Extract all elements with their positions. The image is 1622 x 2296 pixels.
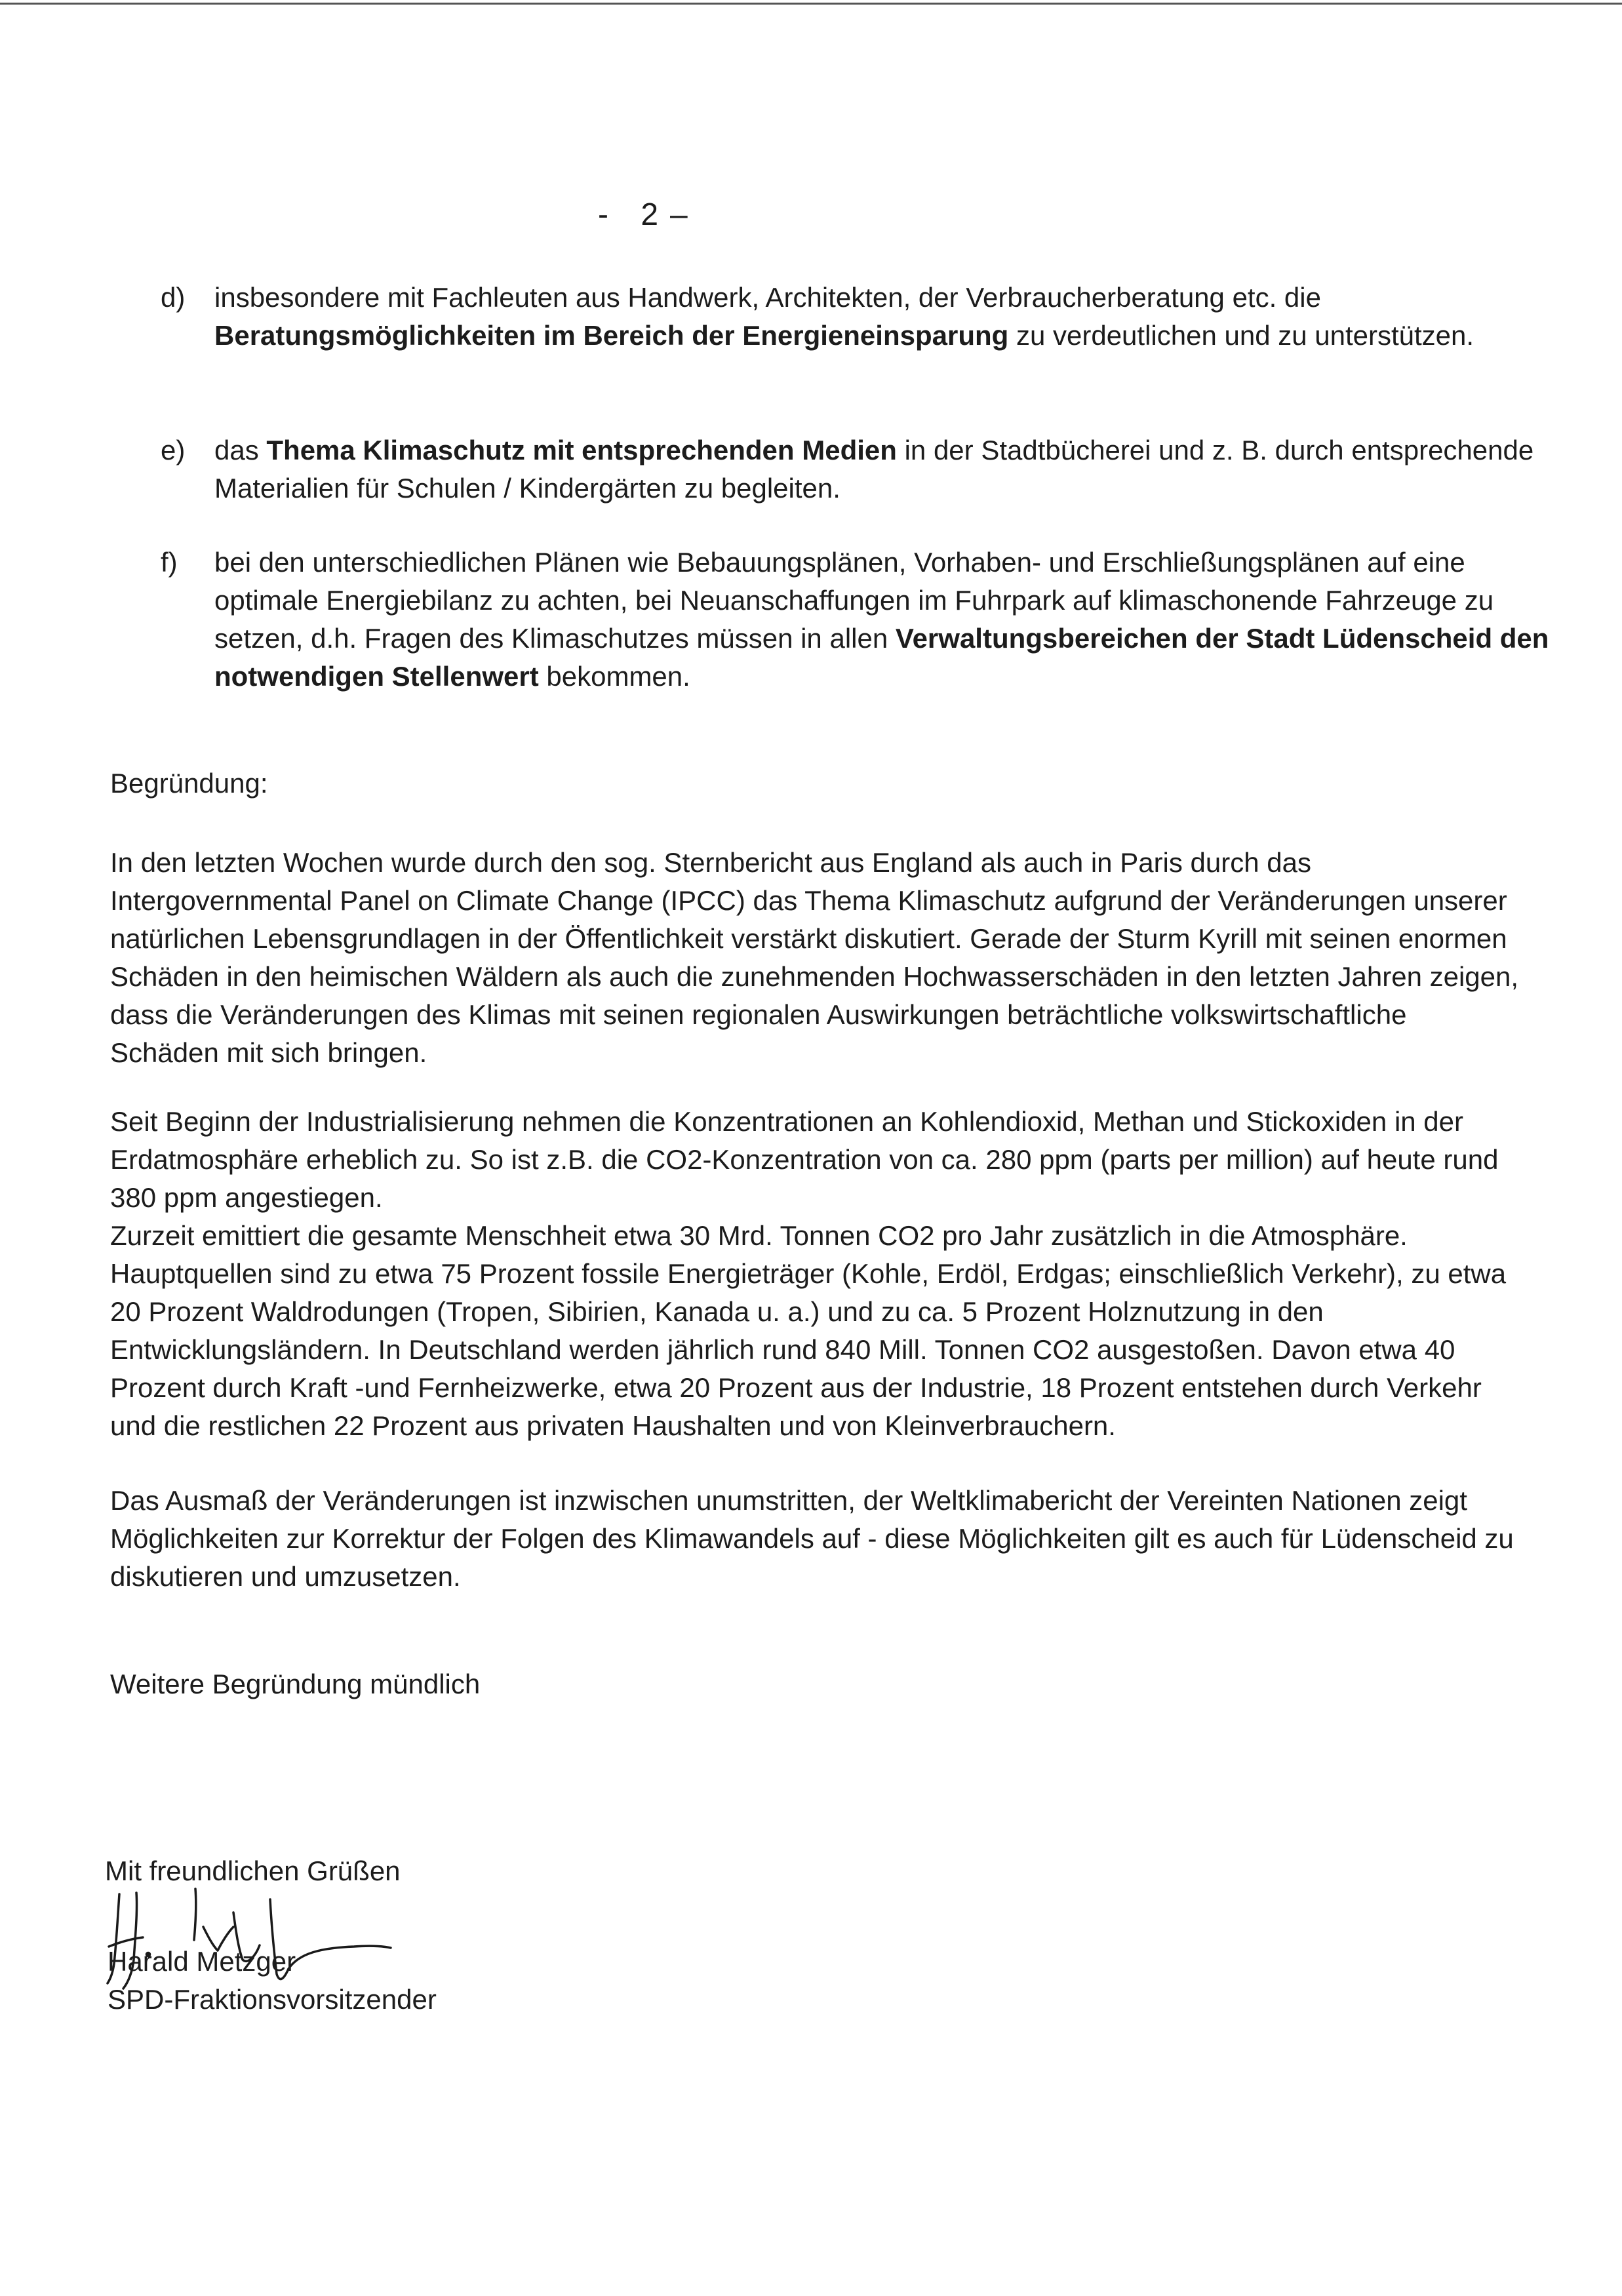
page-number: - 2– <box>598 197 700 232</box>
list-item-text <box>214 431 1565 507</box>
bold-segment: Beratungsmöglichkeiten im Bereich der Energieneinsparung <box>214 320 1009 351</box>
list-marker: d) <box>161 282 186 313</box>
paragraph-conclusion: Das Ausmaß der Veränderungen ist inzwischen unumstritten, der Weltklimabericht der Vereinten Nationen zeigt Möglichkeiten zur Korrektur der Folgen des Klimawandels auf - diese Möglichkeiten gilt es auch für Lüdenscheid zu diskutieren und umzusetzen. <box>110 1485 1514 1592</box>
list-item-text <box>214 279 1565 355</box>
paragraph-further: Weitere Begründung mündlich <box>110 1669 481 1699</box>
text-segment: in der Stadtbücherei und z. B. durch entsprechende Materialien für Schulen / Kindergärten zu begleiten. <box>214 435 1534 504</box>
paragraph-context: In den letzten Wochen wurde durch den sog. Sternbericht aus England als auch in Paris durch das Intergovernmental Panel on Climate Change (IPCC) das Thema Klimaschutz aufgrund der Veränderungen unserer natürlichen Lebensgrundlagen in der Öffentlichkeit verstärkt diskutiert. Gerade der Sturm Kyrill mit seinen enormen Schäden in den heimischen Wäldern als auch die zunehmenden Hochwasserschäden in den letzten Jahren zeigen, dass die Veränderungen des Klimas mit seinen regionalen Auswirkungen beträchtliche volkswirtschaftliche Schäden mit sich bringen. <box>110 847 1519 1068</box>
top-rule <box>0 3 1622 5</box>
text-segment: bekommen. <box>538 661 690 692</box>
text-segment: bei den unterschiedlichen Plänen wie Bebauungsplänen, Vorhaben- und Erschließungsplänen auf eine optimale Energiebilanz zu achten, bei Neuanschaffungen im Fuhrpark auf klimaschonende Fahrzeuge zu setzen, d.h. Fragen des Klimaschutzes müssen in allen <box>214 547 1494 654</box>
list-item-text <box>214 544 1565 696</box>
list-marker: f) <box>161 547 178 578</box>
signer-name: Harald Metzger <box>108 1946 296 1977</box>
signature-block <box>105 1852 564 2049</box>
signer-title: SPD-Fraktionsvorsitzender <box>108 1984 437 2015</box>
closing-line: Mit freundlichen Grüßen <box>105 1855 401 1886</box>
section-heading: Begründung: <box>110 768 268 799</box>
list-marker: e) <box>161 435 186 465</box>
text-segment: zu verdeutlichen und zu unterstützen. <box>1008 320 1474 351</box>
bold-segment: Verwaltungsbereichen der Stadt Lüdenscheid den notwendigen Stellenwert <box>214 623 1549 692</box>
text-segment: das <box>214 435 267 465</box>
bold-segment: Thema Klimaschutz mit entsprechenden Medien <box>266 435 897 465</box>
paragraph-emissions: Seit Beginn der Industrialisierung nehmen die Konzentrationen an Kohlendioxid, Methan und Stickoxiden in der Erdatmosphäre erheblich zu. So ist z.B. die CO2-Konzentration von ca. 280 ppm (parts per million) auf heute rund 380 ppm angestiegen. Zurzeit emittiert die gesamte Menschheit etwa 30 Mrd. Tonnen CO2 pro Jahr zusätzlich in die Atmosphäre. Hauptquellen sind zu etwa 75 Prozent fossile Energieträger (Kohle, Erdöl, Erdgas; einschließlich Verkehr), zu etwa 20 Prozent Waldrodungen (Tropen, Sibirien, Kanada u. a.) und zu ca. 5 Prozent Holznutzung in den Entwicklungsländern. In Deutschland werden jährlich rund 840 Mill. Tonnen CO2 ausgestoßen. Davon etwa 40 Prozent durch Kraft -und Fernheizwerke, etwa 20 Prozent aus der Industrie, 18 Prozent entstehen durch Verkehr und die restlichen 22 Prozent aus privaten Haushalten und von Kleinverbrauchern. <box>110 1106 1507 1441</box>
text-segment: insbesondere mit Fachleuten aus Handwerk, Architekten, der Verbraucherberatung etc. die <box>214 282 1321 313</box>
